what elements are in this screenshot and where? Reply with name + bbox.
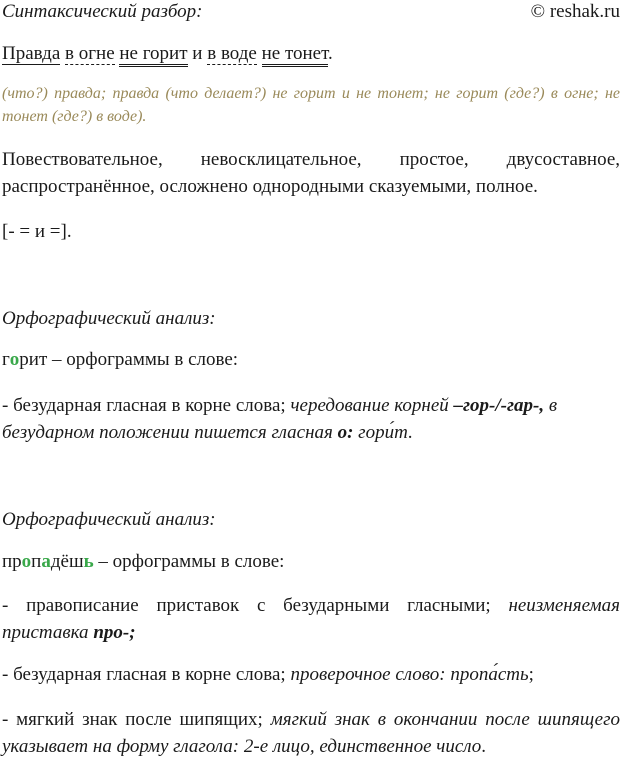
conjunction: и <box>192 43 203 64</box>
section-title-orthography-2: Орфографический анализ: <box>2 509 216 530</box>
word-line-1 <box>2 346 238 373</box>
highlighted-letter: а <box>41 551 51 572</box>
item-end: . <box>407 422 413 443</box>
item-explanation: чередование корней <box>290 395 454 416</box>
word-line-2 <box>2 548 284 575</box>
item-end: . <box>481 736 487 757</box>
highlighted-letter: о <box>9 349 20 370</box>
source-watermark: © reshak.ru <box>530 1 620 22</box>
item-rule: –гор-/-гар-, <box>453 395 545 416</box>
item-rule: о: <box>337 422 354 443</box>
word-part: дёш <box>50 551 84 572</box>
section-title-syntax: Синтаксический разбор: <box>2 1 203 22</box>
circumstance-2: в воде <box>207 43 257 64</box>
parsed-sentence <box>2 40 333 67</box>
questions-hint: (что?) правда; правда (что делает?) не горит и не тонет; не горит (где?) в огне; не тонет (где?) в воде). <box>2 85 620 125</box>
item-explanation: мягкий знак в окончании после шипящего указывает на форму глагола: 2-е лицо, единственное число <box>2 709 620 757</box>
item-text: - мягкий знак после шипящих; <box>2 709 271 730</box>
item-end: ; <box>528 664 534 685</box>
highlighted-letter: о <box>21 551 32 572</box>
orthogram-item-1 <box>2 392 620 446</box>
item-explanation: в безударном положении пишется гласная <box>2 395 558 443</box>
item-explanation: неизменяемая приставка <box>2 595 620 643</box>
word-caption: – орфограммы в слове: <box>93 551 285 572</box>
circumstance-1: в огне <box>65 43 115 64</box>
item-text: - безударная гласная в корне слова; <box>2 664 291 685</box>
section-title-orthography-1: Орфографический анализ: <box>2 308 216 329</box>
orthogram-item-4 <box>2 706 620 760</box>
predicate-2: не тонет <box>262 43 328 67</box>
word-part: п <box>31 551 42 572</box>
word-part: рит <box>19 349 48 370</box>
item-text: - правописание приставок с безударными гласными; <box>2 595 509 616</box>
highlighted-letter: ь <box>83 551 94 572</box>
sentence-scheme: [- = и =]. <box>2 221 72 242</box>
word-caption: – орфограммы в слове: <box>47 349 239 370</box>
word-part: г <box>2 349 10 370</box>
predicate-1: не горит <box>119 43 187 67</box>
sentence-end: . <box>327 43 333 64</box>
subject-word: Правда <box>2 43 61 64</box>
item-example: гори́т <box>353 422 408 443</box>
orthogram-item-3 <box>2 661 620 688</box>
sentence-characteristic: Повествовательное, невосклицательное, простое, двусоставное, распространённое, осложнено однородными сказуемыми, полное. <box>2 149 620 197</box>
item-example: проверочное слово: пропа́сть <box>290 664 529 685</box>
orthogram-item-2 <box>2 592 620 646</box>
item-rule: про-; <box>93 622 136 643</box>
item-text: - безударная гласная в корне слова; <box>2 395 291 416</box>
word-part: пр <box>2 551 22 572</box>
